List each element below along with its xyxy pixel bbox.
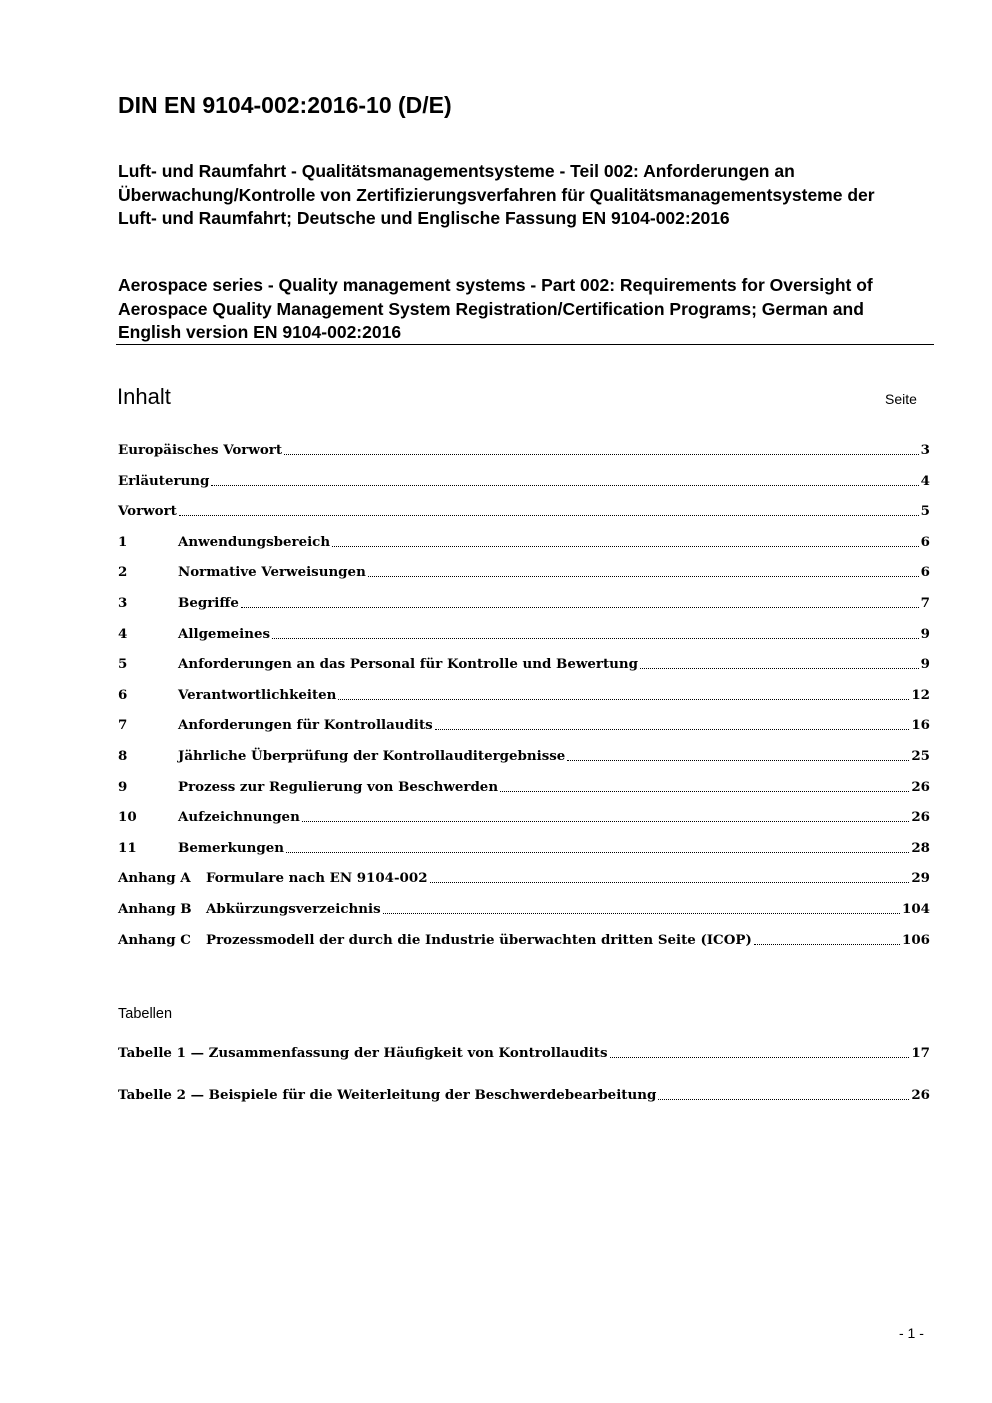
toc-entry-title: Bemerkungen bbox=[178, 839, 284, 856]
toc-entry-page: 29 bbox=[911, 870, 930, 887]
toc-entry-title: Formulare nach EN 9104-002 bbox=[206, 870, 428, 887]
toc-entry-page: 7 bbox=[920, 595, 930, 611]
toc-entry[interactable] bbox=[118, 838, 930, 858]
toc-entry-title: Abkürzungsverzeichnis bbox=[206, 901, 381, 917]
toc-entry-number: 1 bbox=[118, 533, 128, 550]
toc-entry-page: 6 bbox=[920, 533, 930, 550]
toc-entry-number: 4 bbox=[118, 625, 128, 642]
toc-entry-page: 26 bbox=[911, 809, 930, 826]
toc-entry-number: 9 bbox=[118, 778, 128, 795]
toc-entry-page: 25 bbox=[911, 748, 930, 764]
toc-dot-leader bbox=[567, 746, 909, 761]
toc-dot-leader bbox=[368, 562, 919, 577]
toc-dot-leader bbox=[286, 838, 909, 853]
toc-dot-leader bbox=[338, 685, 909, 700]
toc-dot-leader bbox=[302, 807, 910, 822]
toc-entry[interactable] bbox=[118, 440, 930, 460]
toc-dot-leader bbox=[284, 440, 919, 455]
toc-entry-number: 5 bbox=[118, 656, 128, 673]
toc-entry-number: 6 bbox=[118, 686, 128, 703]
toc-entry-page: 4 bbox=[920, 472, 930, 489]
toc-entry-page: 6 bbox=[920, 564, 930, 581]
table-list-entry[interactable] bbox=[118, 1085, 930, 1105]
toc-entry-title: Allgemeines bbox=[178, 625, 271, 642]
toc-entry[interactable] bbox=[118, 777, 930, 797]
toc-entry-number: 8 bbox=[118, 748, 128, 764]
toc-entry-number: Anhang A bbox=[118, 870, 191, 887]
toc-dot-leader bbox=[500, 777, 909, 792]
toc-dot-leader bbox=[332, 532, 919, 547]
toc-entry-title: Prozessmodell der durch die Industrie überwachten dritten Seite (ICOP) bbox=[206, 931, 752, 948]
toc-entry[interactable] bbox=[118, 624, 930, 644]
toc-entry-title: Anwendungsbereich bbox=[178, 533, 331, 550]
toc-dot-leader bbox=[435, 715, 910, 730]
toc-entry-number: 10 bbox=[118, 809, 137, 826]
toc-dot-leader bbox=[241, 593, 919, 608]
title-german: Luft- und Raumfahrt - Qualitätsmanagementsysteme - Teil 002: Anforderungen an Überwachung/Kontrolle von Zertifizierungsverfahren für Qualitätsmanagementsysteme der Luft- und Raumfahrt; Deutsche und Englische Fassung EN 9104-002:2016 bbox=[118, 161, 875, 228]
toc-dot-leader bbox=[430, 868, 910, 883]
toc-entry-number: 7 bbox=[118, 717, 128, 734]
toc-entry-number: 3 bbox=[118, 595, 128, 611]
toc-entry[interactable] bbox=[118, 562, 930, 582]
title-divider bbox=[116, 344, 934, 345]
title-english: Aerospace series - Quality management systems - Part 002: Requirements for Oversight of Aerospace Quality Management System Registration/Certification Programs; German and English version EN 9104-002:2016 bbox=[118, 275, 873, 342]
toc-entry-number: 11 bbox=[118, 839, 137, 856]
toc-entry-title: Normative Verweisungen bbox=[178, 564, 366, 581]
toc-entry[interactable] bbox=[118, 501, 930, 521]
toc-entry[interactable] bbox=[118, 746, 930, 766]
toc-entry[interactable] bbox=[118, 899, 930, 919]
toc-entry[interactable] bbox=[118, 807, 930, 827]
toc-entry-title: Europäisches Vorwort bbox=[118, 442, 283, 458]
toc-entry-title: Anforderungen an das Personal für Kontrolle und Bewertung bbox=[178, 656, 638, 673]
toc-entry[interactable] bbox=[118, 593, 930, 613]
toc-entry-page: 104 bbox=[902, 901, 930, 917]
toc-dot-leader bbox=[658, 1085, 909, 1100]
toc-entry-title: Aufzeichnungen bbox=[178, 809, 300, 826]
toc-entry-title: Tabelle 1 — Zusammenfassung der Häufigkeit von Kontrollaudits bbox=[118, 1045, 608, 1061]
toc-entry-title: Erläuterung bbox=[118, 472, 210, 489]
toc-entry-page: 3 bbox=[920, 442, 930, 458]
table-list-entry[interactable] bbox=[118, 1043, 930, 1063]
tables-heading: Tabellen bbox=[118, 1006, 173, 1022]
toc-dot-leader bbox=[610, 1043, 910, 1058]
toc-page-label: Seite bbox=[885, 391, 917, 407]
toc-entry-page: 16 bbox=[911, 717, 930, 734]
toc-entry-page: 12 bbox=[911, 686, 930, 703]
toc-entry-title: Prozess zur Regulierung von Beschwerden bbox=[178, 778, 499, 795]
toc-entry[interactable] bbox=[118, 654, 930, 674]
toc-entry-number: Anhang B bbox=[118, 901, 192, 917]
toc-entry-page: 9 bbox=[920, 656, 930, 673]
toc-entry[interactable] bbox=[118, 685, 930, 705]
toc-entry-page: 9 bbox=[920, 625, 930, 642]
toc-entry[interactable] bbox=[118, 930, 930, 950]
toc-entry-number: Anhang C bbox=[118, 931, 191, 948]
toc-entry-title: Tabelle 2 — Beispiele für die Weiterleitung der Beschwerdebearbeitung bbox=[118, 1087, 657, 1103]
toc-entry-page: 26 bbox=[911, 1087, 930, 1103]
toc-dot-leader bbox=[179, 501, 919, 516]
toc-dot-leader bbox=[272, 624, 919, 639]
toc-dot-leader bbox=[754, 930, 900, 945]
toc-entry-title: Anforderungen für Kontrollaudits bbox=[178, 717, 433, 734]
toc-entry-title: Begriffe bbox=[178, 595, 239, 611]
document-id: DIN EN 9104-002:2016-10 (D/E) bbox=[118, 92, 452, 118]
toc-entry-page: 28 bbox=[911, 839, 930, 856]
toc-dot-leader bbox=[383, 899, 900, 914]
toc-entry-title: Verantwortlichkeiten bbox=[178, 686, 337, 703]
toc-entry[interactable] bbox=[118, 532, 930, 552]
toc-entry[interactable] bbox=[118, 471, 930, 491]
toc-entry-page: 26 bbox=[911, 778, 930, 795]
toc-entry[interactable] bbox=[118, 868, 930, 888]
toc-entry-title: Vorwort bbox=[118, 503, 177, 520]
toc-dot-leader bbox=[640, 654, 919, 669]
toc-entry-page: 5 bbox=[920, 503, 930, 520]
toc-entry-number: 2 bbox=[118, 564, 128, 581]
toc-entry-page: 17 bbox=[911, 1045, 930, 1061]
toc-entry-title: Jährliche Überprüfung der Kontrollauditergebnisse bbox=[178, 748, 566, 764]
toc-dot-leader bbox=[211, 471, 918, 486]
toc-entry[interactable] bbox=[118, 715, 930, 735]
toc-entry-page: 106 bbox=[902, 931, 930, 948]
page-number: - 1 - bbox=[899, 1325, 924, 1341]
toc-heading: Inhalt bbox=[117, 384, 171, 409]
